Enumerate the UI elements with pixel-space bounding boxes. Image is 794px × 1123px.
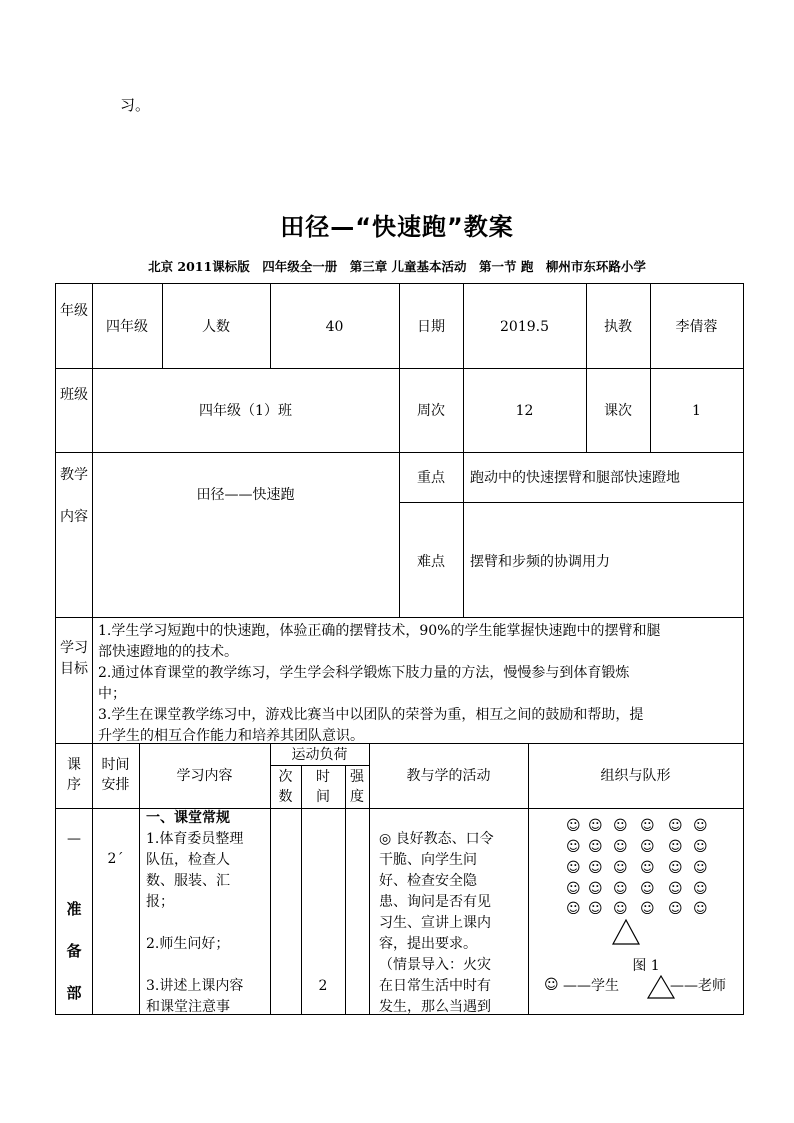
teacher-label: 执教 <box>604 319 632 335</box>
row1-heading: 一、课堂常规 <box>146 810 230 826</box>
student-smiley-icon: ☺ <box>588 901 603 917</box>
header-time: 时间 安排 <box>101 757 130 793</box>
section-name: 准 备 部 <box>66 900 82 1002</box>
student-smiley-icon: ☺ <box>668 818 683 834</box>
key-point-value: 跑动中的快速摆臂和腿部快速蹬地 <box>470 470 680 486</box>
student-smiley-icon: ☺ <box>566 901 581 917</box>
row1-duration: 2 <box>318 978 328 994</box>
class-value: 四年级（1）班 <box>199 403 292 419</box>
student-smiley-icon: ☺ <box>566 860 581 876</box>
teacher-triangle-icon <box>611 918 641 946</box>
class-label: 班级 <box>60 387 88 403</box>
header-load: 运动负荷 <box>291 747 348 763</box>
teacher-value: 李倩蓉 <box>675 319 718 335</box>
student-smiley-icon: ☺ <box>693 839 708 855</box>
header-intensity: 强 度 <box>350 769 364 805</box>
student-smiley-icon: ☺ <box>640 860 655 876</box>
content-label: 教学内容 <box>60 467 88 525</box>
student-smiley-icon: ☺ <box>668 839 683 855</box>
lesson-value: 1 <box>692 403 701 419</box>
student-smiley-icon: ☺ <box>613 901 628 917</box>
student-smiley-icon: ☺ <box>668 860 683 876</box>
student-smiley-icon: ☺ <box>613 839 628 855</box>
difficulty-value: 摆臂和步频的协调用力 <box>470 554 610 570</box>
difficulty-label: 难点 <box>417 554 445 570</box>
content-value: 田径——快速跑 <box>196 487 295 503</box>
document-title: 田径—“快速跑”教案 <box>280 213 514 241</box>
student-smiley-icon: ☺ <box>668 901 683 917</box>
section-dash: — <box>67 831 81 847</box>
student-smiley-icon: ☺ <box>613 881 628 897</box>
student-smiley-icon: ☺ <box>668 881 683 897</box>
header-activity: 教与学的活动 <box>406 768 491 784</box>
header-count: 次 数 <box>278 769 293 805</box>
student-smiley-icon: ☺ <box>693 901 708 917</box>
student-smiley-icon: ☺ <box>588 818 603 834</box>
figure-caption: 图 1 <box>632 958 660 974</box>
legend-student: ——学生 <box>563 978 619 994</box>
date-value: 2019.5 <box>500 319 549 335</box>
week-label: 周次 <box>417 403 445 419</box>
row1-content: 1.体育委员整理 队伍，检查人 数、服装、汇 报； 2.师生问好； 3.讲述上课内容 和课堂注意事 <box>146 831 244 1015</box>
key-point-label: 重点 <box>417 470 445 486</box>
date-label: 日期 <box>417 319 445 335</box>
student-smiley-icon: ☺ <box>588 860 603 876</box>
previous-page-text: 习。 <box>120 96 151 114</box>
header-organization: 组织与队形 <box>600 768 671 784</box>
student-smiley-icon: ☺ <box>588 881 603 897</box>
student-smiley-icon: ☺ <box>693 860 708 876</box>
count-label: 人数 <box>202 319 230 335</box>
row1-time: 2´ <box>107 851 124 867</box>
header-order: 课 序 <box>67 757 81 793</box>
grade-label: 年级 <box>60 303 88 319</box>
count-value: 40 <box>325 319 344 335</box>
header-content: 学习内容 <box>176 768 233 784</box>
student-smiley-icon: ☺ <box>640 839 655 855</box>
header-duration: 时 间 <box>316 769 330 805</box>
student-smiley-icon: ☺ <box>566 818 581 834</box>
grade-value: 四年级 <box>106 319 148 335</box>
document-subtitle: 北京 2011课标版 四年级全一册 第三章 儿童基本活动 第一节 跑 柳州市东环路小学 <box>148 259 646 274</box>
goals-text: 1.学生学习短跑中的快速跑，体验正确的摆臂技术，90%的学生能掌握快速跑中的摆臂和腿 部快速蹬地的的技术。 2.通过体育课堂的教学练习，学生学会科学锻炼下肢力量的方法，慢慢参与到体育锻炼 中； 3.学生在课堂教学练习中，游戏比赛当中以团队的荣誉为重，相互之间的鼓励和帮助，提 升学生的相互合作能力和培养其团队意识。 <box>98 623 661 744</box>
student-smiley-icon: ☺ <box>693 881 708 897</box>
goals-label: 学习目标 <box>60 640 88 677</box>
week-value: 12 <box>515 403 534 419</box>
student-smiley-icon: ☺ <box>566 881 581 897</box>
student-smiley-icon: ☺ <box>544 977 559 993</box>
student-smiley-icon: ☺ <box>613 818 628 834</box>
row1-activity: ◎ 良好教态、口令 干脆、向学生问 好、检查安全隐 患、询问是否有见 习生、宣讲上课内 容，提出要求。 （情景导入：火灾 在日常生活中时有 发生，那么当遇到 <box>379 831 494 1015</box>
student-smiley-icon: ☺ <box>693 818 708 834</box>
student-smiley-icon: ☺ <box>640 881 655 897</box>
student-smiley-icon: ☺ <box>640 901 655 917</box>
student-smiley-icon: ☺ <box>640 818 655 834</box>
student-smiley-icon: ☺ <box>588 839 603 855</box>
lesson-plan-table <box>55 283 744 1015</box>
student-smiley-icon: ☺ <box>566 839 581 855</box>
student-smiley-icon: ☺ <box>613 860 628 876</box>
legend-teacher: ——老师 <box>670 978 726 994</box>
lesson-label: 课次 <box>604 403 632 419</box>
